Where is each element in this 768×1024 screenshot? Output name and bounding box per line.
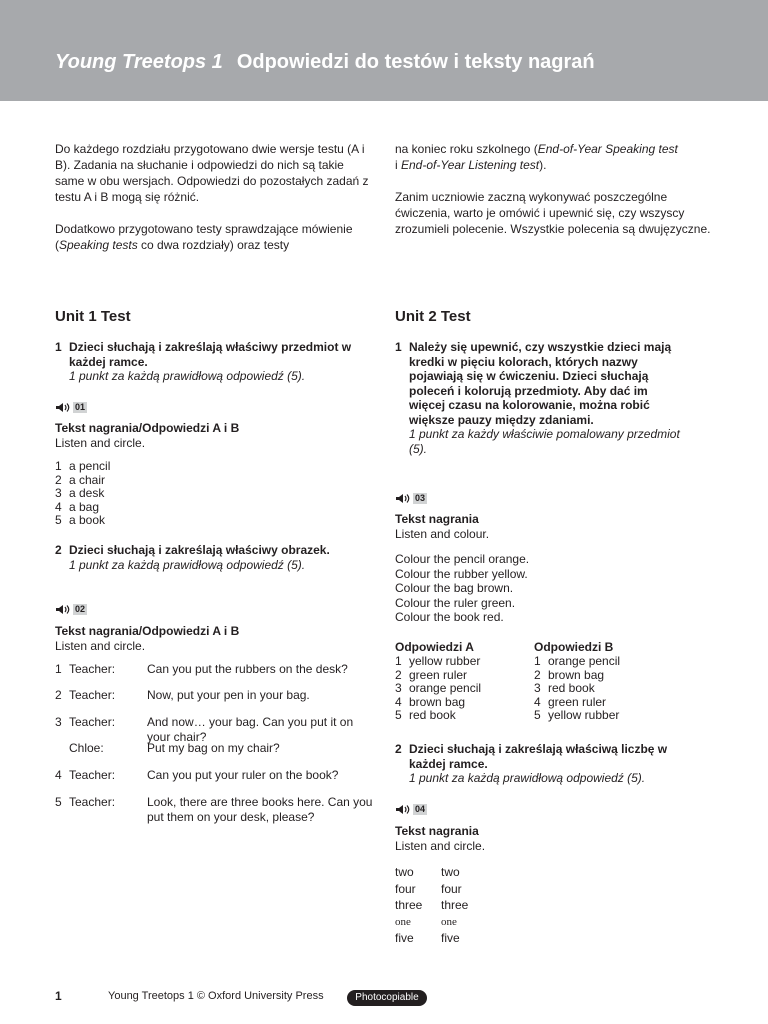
item-text: yellow rubber <box>548 708 620 722</box>
dialogue-speaker: Teacher: <box>69 715 116 729</box>
item-text: brown bag <box>409 694 466 709</box>
unit2-task2 <box>395 742 685 786</box>
answers-heading-text: Odpowiedzi B <box>534 640 614 654</box>
recording-instruction: Listen and circle. <box>55 435 146 450</box>
photocopiable-badge: Photocopiable <box>347 990 427 1006</box>
list-item <box>534 696 620 710</box>
task-points: 1 punkt za każdą prawidłową odpowiedź (5). <box>69 557 306 572</box>
number-word: two <box>395 865 414 879</box>
intro-emphasis: End-of-Year Listening test <box>401 158 540 172</box>
intro-text: ). <box>539 158 547 172</box>
number-word: four <box>441 881 462 896</box>
answers-heading-text: Odpowiedzi A <box>395 640 474 654</box>
intro-emphasis: Speaking tests <box>59 238 138 252</box>
list-item <box>55 487 110 501</box>
recording-line: Colour the ruler green. <box>395 595 516 610</box>
item-text: red book <box>409 708 456 722</box>
item-number: 2 <box>534 667 541 682</box>
unit2-title: Unit 2 Test <box>395 308 471 325</box>
unit2-task1 <box>395 340 680 456</box>
recording-text-block <box>395 824 485 853</box>
recording-heading: Tekst nagrania <box>395 824 479 838</box>
item-text: green ruler <box>548 694 607 709</box>
list-item <box>534 709 620 723</box>
intro-paragraph-3 <box>395 141 713 173</box>
speaker-icon <box>395 804 412 815</box>
intro-paragraph-2 <box>55 221 373 253</box>
document-subtitle: Odpowiedzi do testów i teksty nagrań <box>236 51 595 73</box>
item-text: a pencil <box>69 459 111 473</box>
item-text: a desk <box>69 486 105 500</box>
dialogue-speaker: Teacher: <box>69 688 116 702</box>
dialogue-number: 5 <box>55 795 62 809</box>
numbers-column-1 <box>395 864 422 947</box>
audio-track-badge[interactable] <box>55 602 87 614</box>
recording-instruction: Listen and circle. <box>395 838 486 853</box>
item-number: 5 <box>395 708 402 722</box>
item-text: yellow rubber <box>409 654 481 668</box>
intro-left <box>55 141 373 253</box>
page-number: 1 <box>55 989 62 1003</box>
answers-a-list <box>395 655 481 723</box>
task-instruction: Należy się upewnić, czy wszystkie dzieci mają kredki w pięciu kolorach, których nazwy pojawiają się w ćwiczeniu. Dzieci słuchają poleceń i kolorują przedmioty. Aby dać im więcej czasu na kolorowanie, można robić większe pauzy między zdaniami. <box>409 340 672 427</box>
list-item <box>395 696 481 710</box>
list-item <box>55 474 110 488</box>
number-word: two <box>441 865 460 879</box>
recording-line: Colour the book red. <box>395 610 504 624</box>
item-number: 3 <box>55 486 62 500</box>
recording-text-block <box>395 512 489 541</box>
list-item <box>534 682 620 696</box>
recording-line: Colour the bag brown. <box>395 581 514 595</box>
item-number: 4 <box>395 694 402 709</box>
recording-heading: Tekst nagrania <box>395 512 479 526</box>
task-number: 1 <box>55 340 62 354</box>
number-word: three <box>441 898 469 912</box>
list-item <box>395 669 481 683</box>
item-number: 4 <box>534 694 541 709</box>
recording-heading: Tekst nagrania/Odpowiedzi A i B <box>55 421 240 435</box>
recording-heading: Tekst nagrania/Odpowiedzi A i B <box>55 624 240 638</box>
audio-track-badge[interactable] <box>395 491 427 503</box>
item-text: a bag <box>69 499 100 514</box>
recording-text-block <box>55 421 239 450</box>
dialogue-speaker: Teacher: <box>69 795 116 809</box>
item-text: red book <box>548 681 595 695</box>
task-instruction: Dzieci słuchają i zakreślają właściwą liczbę w każdej ramce. <box>409 742 668 771</box>
dialogue-text: Now, put your pen in your bag. <box>147 688 310 702</box>
track-number: 03 <box>415 493 426 504</box>
list-item <box>55 460 110 474</box>
audio-track-badge[interactable] <box>55 400 87 412</box>
recording-instruction: Listen and circle. <box>55 638 146 653</box>
dialogue-text: And now… your bag. Can you put it on your chair? <box>147 715 354 744</box>
answers-a-heading <box>395 640 474 655</box>
number-word: five <box>441 931 460 945</box>
number-word: one <box>441 915 457 928</box>
dialogue-text: Can you put your ruler on the book? <box>147 768 339 782</box>
item-number: 1 <box>534 654 541 668</box>
intro-text: co dwa rozdziały) oraz testy <box>137 238 290 252</box>
page-header <box>0 0 768 101</box>
item-number: 5 <box>534 708 541 722</box>
intro-paragraph-4: Zanim uczniowie zaczną wykonywać poszczególne ćwiczenia, warto je omówić i upewnić się, czy wszyscy zrozumieli polecenie. Wszystkie polecenia są dwujęzyczne. <box>395 190 711 236</box>
intro-text: i <box>395 158 401 172</box>
answers-b-list <box>534 655 620 723</box>
item-number: 3 <box>534 681 541 695</box>
item-text: a chair <box>69 472 106 487</box>
item-text: brown bag <box>548 667 605 682</box>
dialogue-number: 2 <box>55 688 62 702</box>
task-points: 1 punkt za każdy właściwie pomalowany przedmiot (5). <box>409 427 680 456</box>
series-title: Young Treetops 1 <box>55 51 223 73</box>
item-number: 3 <box>395 681 402 695</box>
number-word: five <box>395 931 414 945</box>
list-item <box>395 682 481 696</box>
numbers-column-2 <box>441 864 468 947</box>
list-item <box>395 709 481 723</box>
item-number: 4 <box>55 499 62 514</box>
item-number: 5 <box>55 513 62 527</box>
list-item <box>55 514 110 528</box>
item-text: a book <box>69 513 106 527</box>
unit1-task2 <box>55 543 355 572</box>
dialogue-number: 4 <box>55 768 62 782</box>
number-word: four <box>395 881 416 896</box>
dialogue-speaker: Teacher: <box>69 662 116 676</box>
speaker-icon <box>395 493 412 504</box>
unit1-answer-list <box>55 460 110 528</box>
task-number: 2 <box>55 543 62 557</box>
audio-track-badge[interactable] <box>395 802 427 814</box>
list-item <box>534 655 620 669</box>
intro-right <box>395 141 713 237</box>
list-item <box>55 501 110 515</box>
dialogue-number: 1 <box>55 662 62 676</box>
unit1-title: Unit 1 Test <box>55 308 131 325</box>
item-text: orange pencil <box>409 681 482 695</box>
number-word: three <box>395 898 423 912</box>
task-instruction: Dzieci słuchają i zakreślają właściwy obrazek. <box>69 543 330 557</box>
task-points: 1 punkt za każdą prawidłową odpowiedź (5). <box>409 771 646 785</box>
recording-instruction: Listen and colour. <box>395 526 490 541</box>
item-number: 2 <box>395 667 402 682</box>
footer-copyright: Young Treetops 1 © Oxford University Press <box>108 990 324 1002</box>
list-item <box>395 655 481 669</box>
task-number: 1 <box>395 340 402 354</box>
speaker-icon <box>55 402 72 413</box>
unit1-task1 <box>55 340 355 384</box>
dialogue-text: Can you put the rubbers on the desk? <box>147 662 348 676</box>
dialogue-number: 3 <box>55 715 62 729</box>
track-number: 01 <box>75 402 86 413</box>
dialogue-text: Look, there are three books here. Can you put them on your desk, please? <box>147 795 373 824</box>
recording-lines <box>395 552 529 625</box>
intro-text: Dodatkowo przygotowano testy sprawdzające mówienie ( <box>55 222 353 252</box>
task-instruction: Dzieci słuchają i zakreślają właściwy przedmiot w każdej ramce. <box>69 340 352 369</box>
page-title <box>55 50 595 74</box>
recording-text-block <box>55 624 239 653</box>
answers-b-heading <box>534 640 613 655</box>
recording-line: Colour the rubber yellow. <box>395 566 528 581</box>
track-number: 04 <box>415 804 426 815</box>
dialogue-text: Put my bag on my chair? <box>147 741 280 755</box>
recording-line: Colour the pencil orange. <box>395 552 530 566</box>
track-number: 02 <box>75 604 86 615</box>
item-number: 2 <box>55 472 62 487</box>
item-number: 1 <box>395 654 402 668</box>
number-word: one <box>395 915 411 928</box>
item-text: green ruler <box>409 667 468 682</box>
item-number: 1 <box>55 459 62 473</box>
task-number: 2 <box>395 742 402 756</box>
item-text: orange pencil <box>548 654 621 668</box>
dialogue-speaker: Teacher: <box>69 768 116 782</box>
intro-text: na koniec roku szkolnego ( <box>395 142 538 156</box>
speaker-icon <box>55 604 72 615</box>
list-item <box>534 669 620 683</box>
intro-paragraph-1: Do każdego rozdziału przygotowano dwie wersje testu (A i B). Zadania na słuchanie i odpowiedzi do nich są takie same w obu wersjach. Odpowiedzi do pozostałych zadań z testu A i B mogą się różnić. <box>55 142 369 204</box>
intro-emphasis: End-of-Year Speaking test <box>537 142 678 156</box>
task-points: 1 punkt za każdą prawidłową odpowiedź (5). <box>69 369 306 383</box>
dialogue-speaker: Chloe: <box>69 741 104 755</box>
